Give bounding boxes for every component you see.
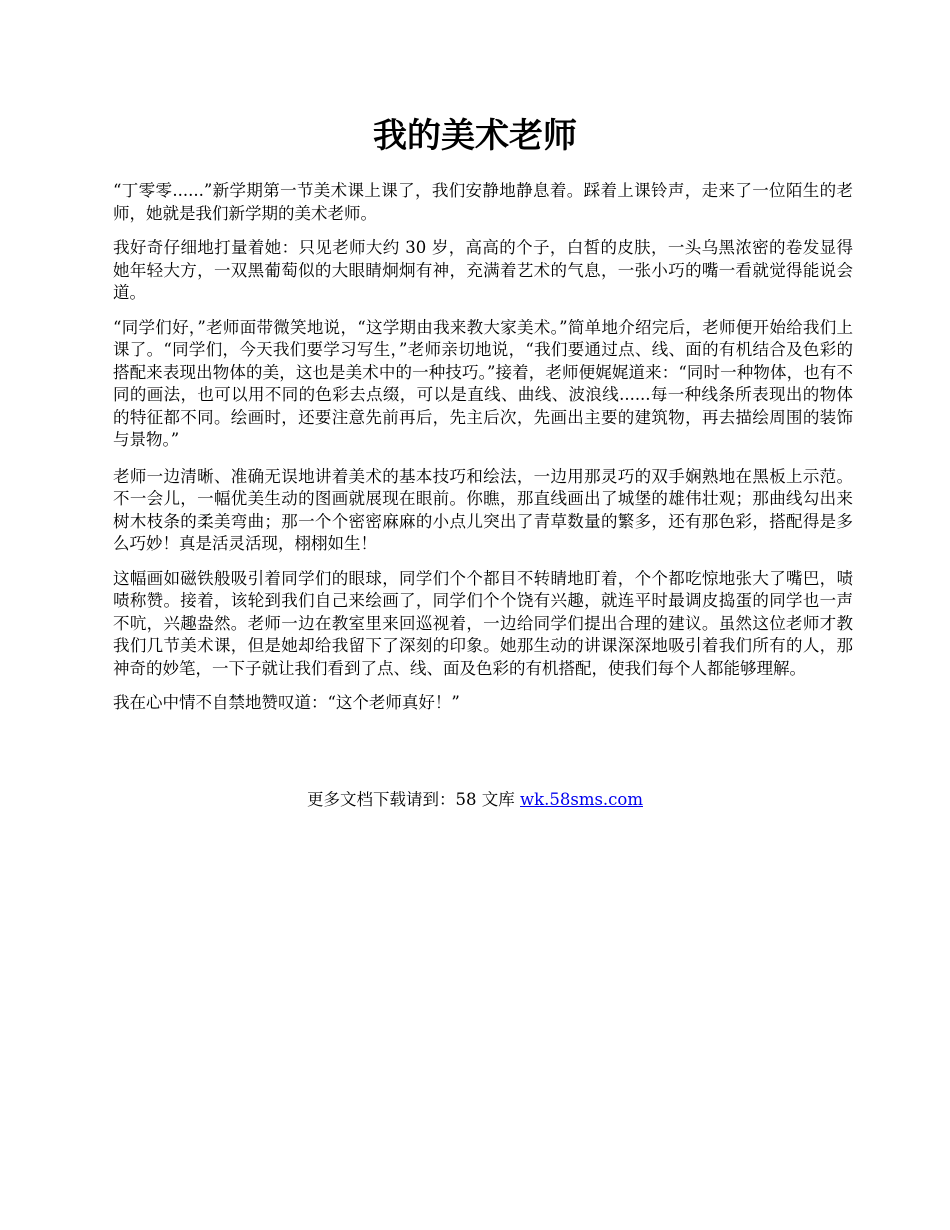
paragraph-2: 我好奇仔细地打量着她：只见老师大约 30 岁，高高的个子，白皙的皮肤，一头乌黑浓密的卷发显得她年轻大方，一双黑葡萄似的大眼睛炯炯有神，充满着艺术的气息，一张小巧的嘴一看就觉得能说会道。 — [113, 238, 853, 302]
paragraph-4: 老师一边清晰、准确无误地讲着美术的基本技巧和绘法，一边用那灵巧的双手娴熟地在黑板上示范。不一会儿，一幅优美生动的图画就展现在眼前。你瞧，那直线画出了城堡的雄伟壮观；那曲线勾出来树木枝条的柔美弯曲；那一个个密密麻麻的小点儿突出了青草数量的繁多，还有那色彩，搭配得是多么巧妙！真是活灵活现，栩栩如生！ — [113, 466, 853, 553]
document-body — [113, 180, 853, 727]
paragraph-3: “同学们好，”老师面带微笑地说，“这学期由我来教大家美术。”简单地介绍完后，老师便开始给我们上课了。“同学们，今天我们要学习写生，”老师亲切地说，“我们要通过点、线、面的有机结合及色彩的搭配来表现出物体的美，这也是美术中的一种技巧。”接着，老师便娓娓道来：“同时一种物体，也有不同的画法，也可以用不同的色彩去点缀，可以是直线、曲线、波浪线......每一种线条所表现出的物体的特征都不同。绘画时，还要注意先前再后，先主后次，先画出主要的建筑物，再去描绘周围的装饰与景物。” — [113, 317, 853, 449]
document-title: 我的美术老师 — [373, 116, 577, 156]
footer-link[interactable]: wk.58sms.com — [519, 790, 643, 809]
paragraph-5: 这幅画如磁铁般吸引着同学们的眼球，同学们个个都目不转睛地盯着，个个都吃惊地张大了嘴巴，啧啧称赞。接着，该轮到我们自己来绘画了，同学们个个饶有兴趣，就连平时最调皮捣蛋的同学也一声不吭，兴趣盎然。老师一边在教室里来回巡视着，一边给同学们提出合理的建议。虽然这位老师才教我们几节美术课，但是她却给我留下了深刻的印象。她那生动的讲课深深地吸引着我们所有的人，那神奇的妙笔，一下子就让我们看到了点、线、面及色彩的有机搭配，使我们每个人都能够理解。 — [113, 568, 853, 678]
paragraph-6: 我在心中情不自禁地赞叹道：“这个老师真好！” — [113, 693, 460, 712]
paragraph-1: “丁零零......”新学期第一节美术课上课了，我们安静地静息着。踩着上课铃声，走来了一位陌生的老师，她就是我们新学期的美术老师。 — [113, 181, 853, 223]
footer-text: 更多文档下载请到：58 文库 — [306, 790, 520, 809]
download-footer — [0, 789, 950, 811]
